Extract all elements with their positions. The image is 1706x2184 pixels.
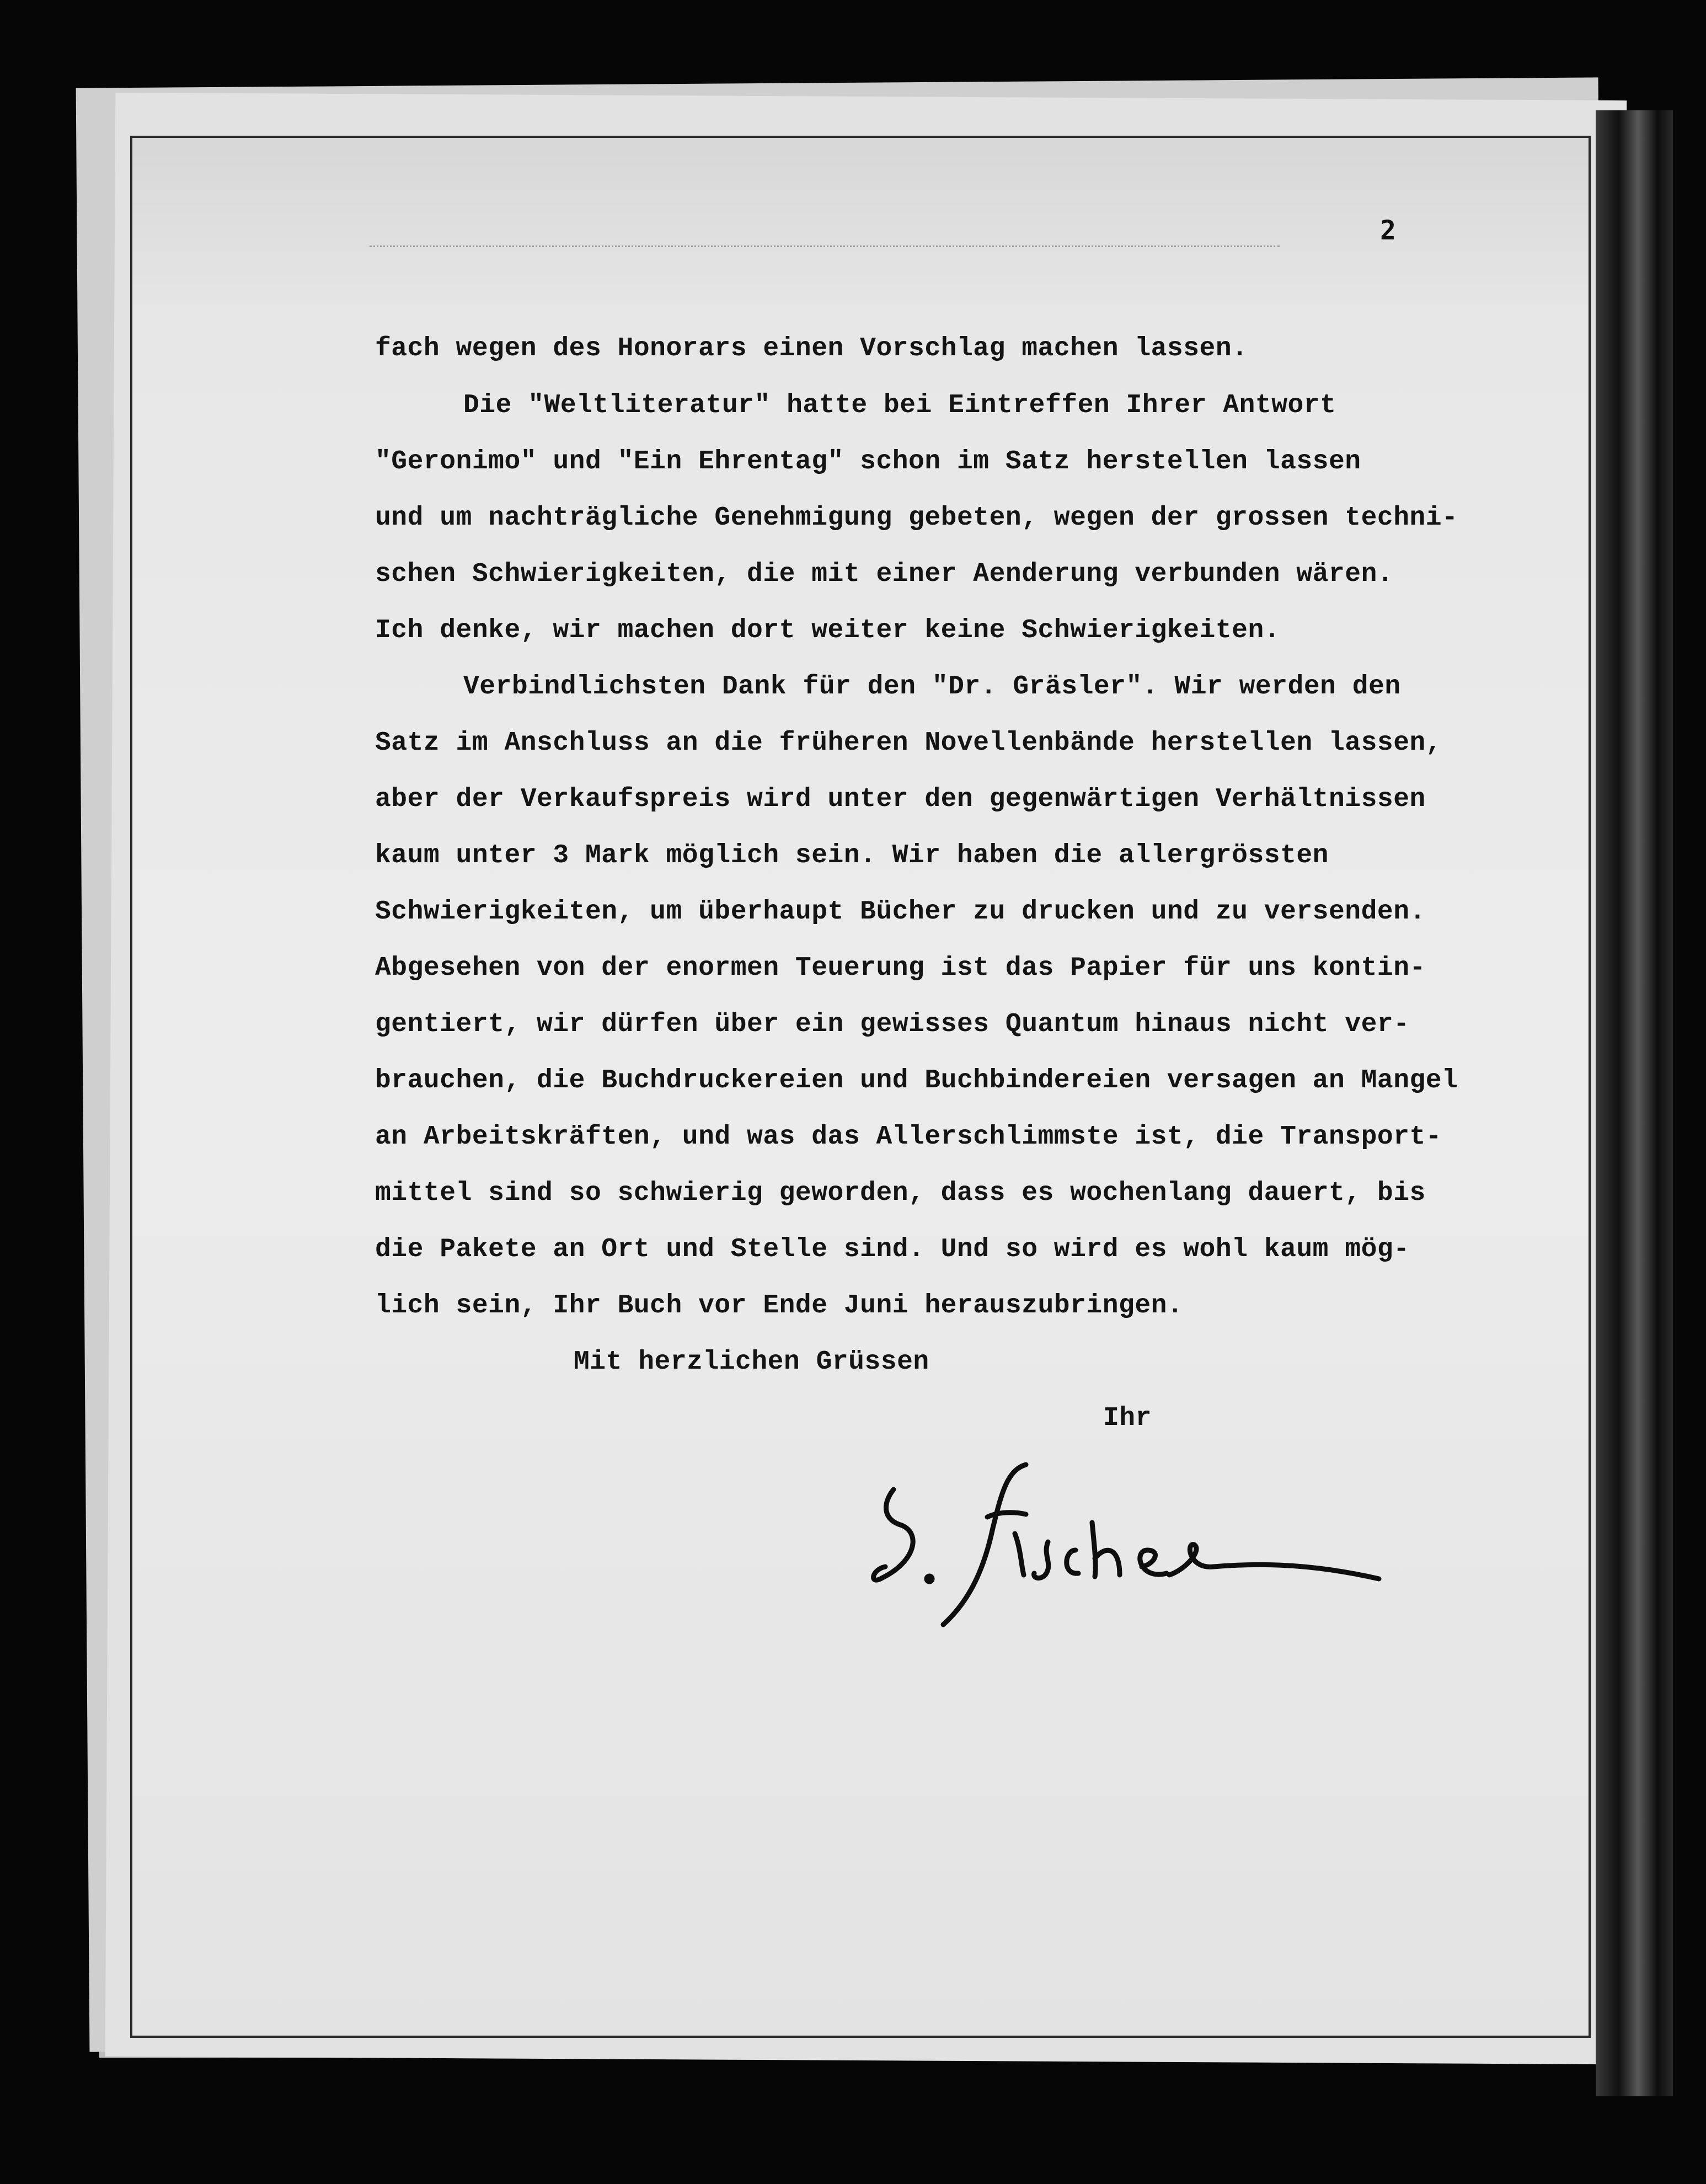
text-line: "Geronimo" und "Ein Ehrentag" schon im Satz herstellen lassen (375, 447, 1361, 477)
page-stack-edge (1596, 110, 1673, 2096)
text-line: Ich denke, wir machen dort weiter keine Schwierigkeiten. (375, 616, 1281, 645)
text-line: lich sein, Ihr Buch vor Ende Juni herauszubringen. (375, 1291, 1184, 1321)
letter-page (132, 138, 1589, 2036)
text-line: an Arbeitskräften, und was das Allerschlimmste ist, die Transport- (375, 1122, 1442, 1152)
text-line: gentiert, wir dürfen über ein gewisses Quantum hinaus nicht ver- (375, 1010, 1410, 1039)
text-line: kaum unter 3 Mark möglich sein. Wir haben die allergrössten (375, 841, 1329, 871)
valediction: Ihr (1103, 1403, 1152, 1433)
text-line: brauchen, die Buchdruckereien und Buchbindereien versagen an Mangel (375, 1066, 1458, 1096)
text-line: und um nachträgliche Genehmigung gebeten, wegen der grossen techni- (375, 503, 1458, 533)
faint-typed-marks (370, 245, 1280, 258)
text-line: schen Schwierigkeiten, die mit einer Aenderung verbunden wären. (375, 559, 1394, 589)
text-line: aber der Verkaufspreis wird unter den gegenwärtigen Verhältnissen (375, 784, 1426, 814)
text-line: fach wegen des Honorars einen Vorschlag machen lassen. (375, 334, 1248, 364)
closing-salutation: Mit herzlichen Grüssen (574, 1347, 929, 1377)
text-line: Schwierigkeiten, um überhaupt Bücher zu drucken und zu versenden. (375, 897, 1426, 927)
text-line: Die "Weltliteratur" hatte bei Eintreffen Ihrer Antwort (463, 391, 1336, 420)
text-line: Verbindlichsten Dank für den "Dr. Gräsler". Wir werden den (463, 672, 1401, 702)
text-line: Abgesehen von der enormen Teuerung ist das Papier für uns kontin- (375, 953, 1426, 983)
text-line: die Pakete an Ort und Stelle sind. Und so wird es wohl kaum mög- (375, 1235, 1410, 1264)
text-line: mittel sind so schwierig geworden, dass es wochenlang dauert, bis (375, 1178, 1426, 1208)
handwritten-signature (860, 1451, 1412, 1638)
text-line: Satz im Anschluss an die früheren Novellenbände herstellen lassen, (375, 728, 1442, 758)
page-number: 2 (1380, 215, 1396, 246)
